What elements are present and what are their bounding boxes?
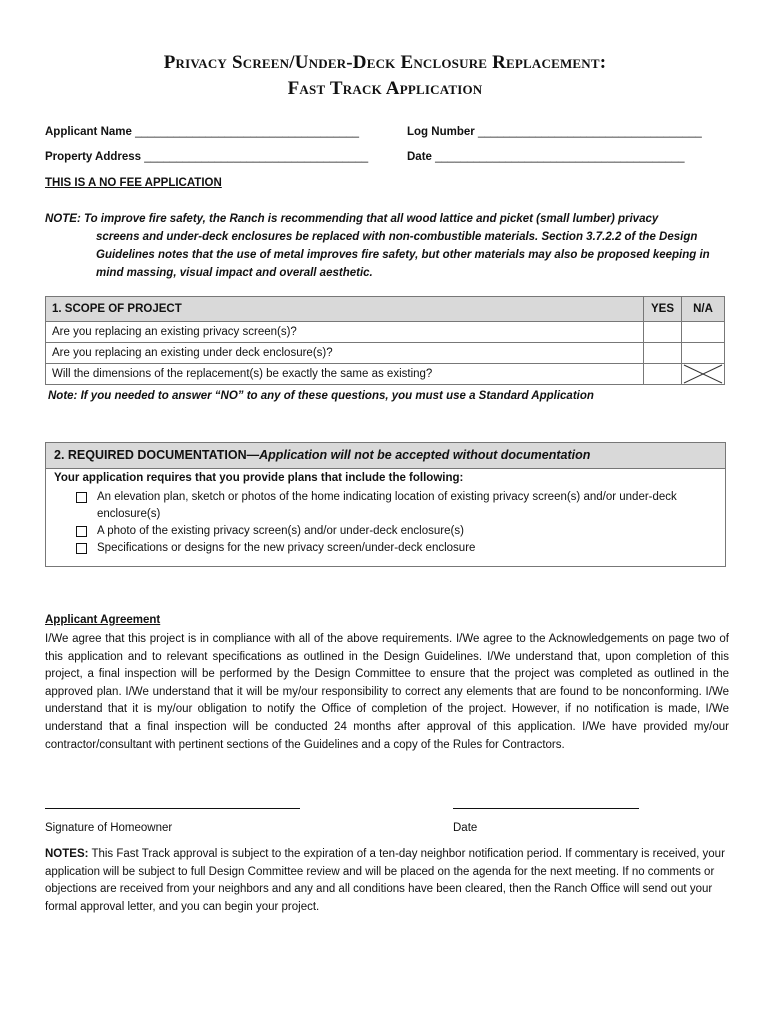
notes-body: This Fast Track approval is subject to the expiration of a ten-day neighbor notification period. If commentary is received, your application will be subject to full Design Committee review and will be placed on the agenda for the next meeting. If no comments or objections are received from your neighbors and any and all conditions have been cleared, then the Ranch Office will send out your formal approval letter, and you can begin your project. xyxy=(45,848,725,913)
signature-date-line[interactable] xyxy=(453,808,639,809)
documentation-header-italic: Application will not be accepted without documentation xyxy=(259,448,591,462)
na-column-header: N/A xyxy=(682,297,725,322)
table-row xyxy=(46,364,725,385)
checkbox[interactable] xyxy=(76,492,87,503)
checkbox[interactable] xyxy=(76,526,87,537)
date-field[interactable] xyxy=(407,151,685,163)
property-address-line: ___________________________________ xyxy=(144,151,369,163)
q2-yes-cell[interactable] xyxy=(644,343,682,364)
note-rest: screens and under-deck enclosures be replaced with non-combustible materials. Section 3.7.2.2 of the Design Guidelines notes that the use of metal improves fire safety, but other materials may also be proposed keeping in mind massing, visual impact and overall aesthetic. xyxy=(96,231,710,279)
scope-header: 1. SCOPE OF PROJECT xyxy=(46,297,644,322)
documentation-section xyxy=(45,442,726,567)
scope-header-row xyxy=(46,297,725,322)
doc-item-3: Specifications or designs for the new privacy screen/under-deck enclosure xyxy=(97,542,476,554)
question-2: Are you replacing an existing under deck enclosure(s)? xyxy=(46,343,644,364)
applicant-name-label: Applicant Name xyxy=(45,126,132,138)
list-item xyxy=(76,523,716,540)
applicant-name-field[interactable] xyxy=(45,126,359,138)
table-row xyxy=(46,343,725,364)
log-number-field[interactable] xyxy=(407,126,702,138)
q3-na-cell-crossed xyxy=(682,364,725,385)
documentation-header-main: 2. REQUIRED DOCUMENTATION— xyxy=(54,448,260,462)
q3-yes-cell[interactable] xyxy=(644,364,682,385)
list-item xyxy=(76,489,716,523)
date-label: Date xyxy=(407,151,432,163)
doc-item-2: A photo of the existing privacy screen(s) and/or under-deck enclosure(s) xyxy=(97,525,464,537)
question-1: Are you replacing an existing privacy screen(s)? xyxy=(46,322,644,343)
agreement-heading: Applicant Agreement xyxy=(45,614,161,626)
applicant-name-line: ___________________________________ xyxy=(135,126,359,138)
checkbox[interactable] xyxy=(76,543,87,554)
yes-column-header: YES xyxy=(644,297,682,322)
table-row xyxy=(46,322,725,343)
no-fee-notice: THIS IS A NO FEE APPLICATION xyxy=(45,177,222,189)
log-number-label: Log Number xyxy=(407,126,475,138)
fire-safety-note xyxy=(45,210,735,282)
notes-section xyxy=(45,846,729,916)
doc-item-1: An elevation plan, sketch or photos of the home indicating location of existing privacy screen(s) and/or under-deck enclosure(s) xyxy=(97,491,677,520)
note-first-line: NOTE: To improve fire safety, the Ranch is recommending that all wood lattice and picket (small lumber) privacy xyxy=(45,213,659,225)
scope-note: Note: If you needed to answer “NO” to any of these questions, you must use a Standard Application xyxy=(48,390,594,402)
documentation-header xyxy=(46,443,725,469)
signature-line[interactable] xyxy=(45,808,300,809)
form-title-line1: Privacy Screen/Under-Deck Enclosure Replacement: xyxy=(163,52,607,73)
q1-yes-cell[interactable] xyxy=(644,322,682,343)
date-line: _______________________________________ xyxy=(435,151,685,163)
documentation-list xyxy=(76,489,716,557)
property-address-label: Property Address xyxy=(45,151,142,163)
agreement-body: I/We agree that this project is in compliance with all of the above requirements. I/We agree to the Acknowledgements on page two of this application and to relevant specifications as outlined in the Design Guidelines. I/We understand that, upon completion of this project, a final inspection will be performed by the Design Committee to ensure that the project was completed as outlined in the approved plan. I/We understand that it will be my/our responsibility to correct any elements that are found to be nonconforming. I/We understand that it is my/our obligation to notify the Office of completion of the project. However, if no notification is made, I/We understand that a final inspection will be conducted 24 months after approval of this application. I/We have provided my/our contractor/consultant with pertinent sections of the Guidelines and a copy of the Rules for Contractors. xyxy=(45,633,729,751)
documentation-intro: Your application requires that you provide plans that include the following: xyxy=(54,472,464,484)
signature-label: Signature of Homeowner xyxy=(45,822,173,834)
property-address-field[interactable] xyxy=(45,151,368,163)
form-title-line2: Fast Track Application xyxy=(287,78,483,99)
list-item xyxy=(76,540,716,557)
scope-table xyxy=(45,296,725,385)
question-3: Will the dimensions of the replacement(s) be exactly the same as existing? xyxy=(46,364,644,385)
q2-na-cell[interactable] xyxy=(682,343,725,364)
log-number-line: ___________________________________ xyxy=(477,126,702,138)
cross-out-icon xyxy=(682,364,724,384)
signature-date-label: Date xyxy=(453,822,478,834)
q1-na-cell[interactable] xyxy=(682,322,725,343)
notes-label: NOTES: xyxy=(45,848,89,860)
